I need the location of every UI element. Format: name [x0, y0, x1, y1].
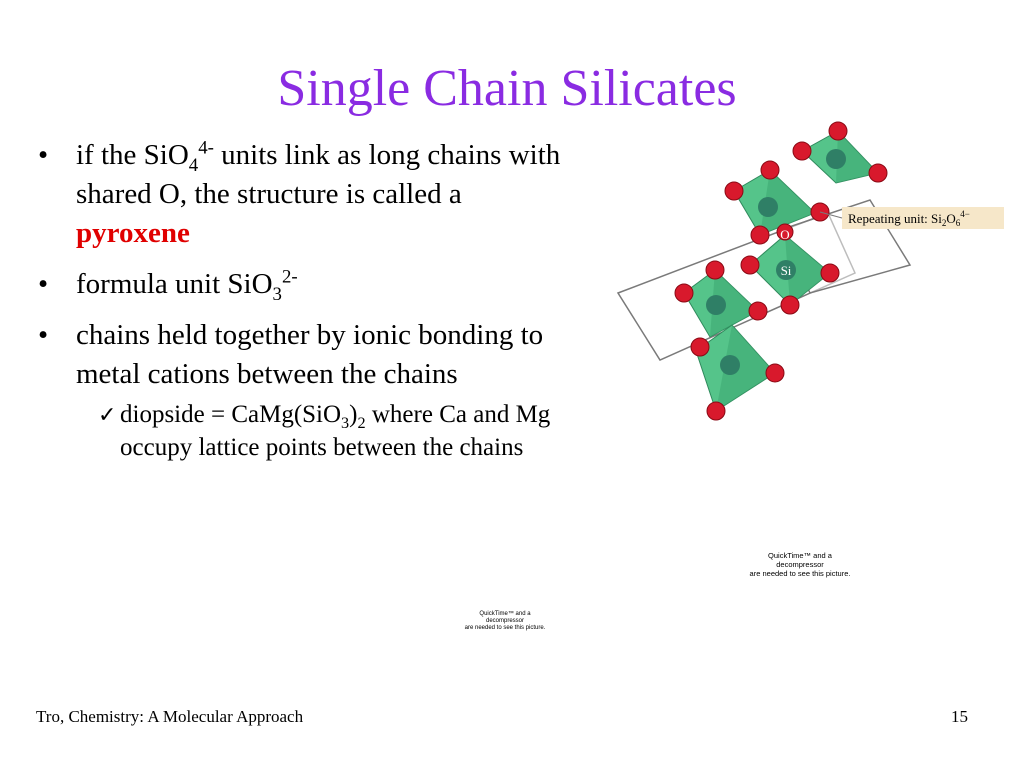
bullet-dot-icon: •: [38, 139, 49, 171]
oxygen-label: O: [780, 227, 790, 242]
bullet-dot-icon: •: [38, 268, 49, 300]
sub-bullet-text: diopside = $CaMg(SiO_3)_2$ where Ca and Mg occupy lattice points between the chains: [120, 401, 551, 461]
bullet-text: chains held together by ionic bonding to metal cations between the chains: [76, 319, 544, 390]
bullet-text: if the SiO$_4^{4-}$ units link as long chains with shared O, the structure is called a pyroxene: [76, 137, 561, 249]
page-number: 15: [951, 707, 968, 726]
footer-source: Tro, Chemistry: A Molecular Approach: [36, 707, 304, 726]
quicktime-placeholder: QuickTime™ and a decompressor are needed to see this picture.: [464, 611, 546, 631]
repeating-unit-label: Repeating unit: $Si_2O_6^{4-}$: [848, 209, 970, 228]
bullet-text: formula unit SiO$_3^{2-}$: [76, 266, 298, 305]
slide-title: Single Chain Silicates: [277, 60, 737, 117]
bullet-item: [36, 136, 566, 253]
bullet-list: [36, 136, 566, 464]
pyroxene-highlight: pyroxene: [76, 217, 190, 249]
sub-bullet-item: [36, 398, 566, 464]
bullet-dot-icon: •: [38, 319, 49, 351]
bullet-item: [36, 265, 566, 304]
pyroxene-chain-figure: [610, 115, 1010, 435]
quicktime-placeholder: QuickTime™ and a decompressor are needed to see this picture.: [749, 551, 851, 578]
bullet-item: [36, 316, 566, 394]
silicon-label: Si: [780, 263, 792, 278]
checkmark-icon: ✓: [98, 402, 117, 427]
